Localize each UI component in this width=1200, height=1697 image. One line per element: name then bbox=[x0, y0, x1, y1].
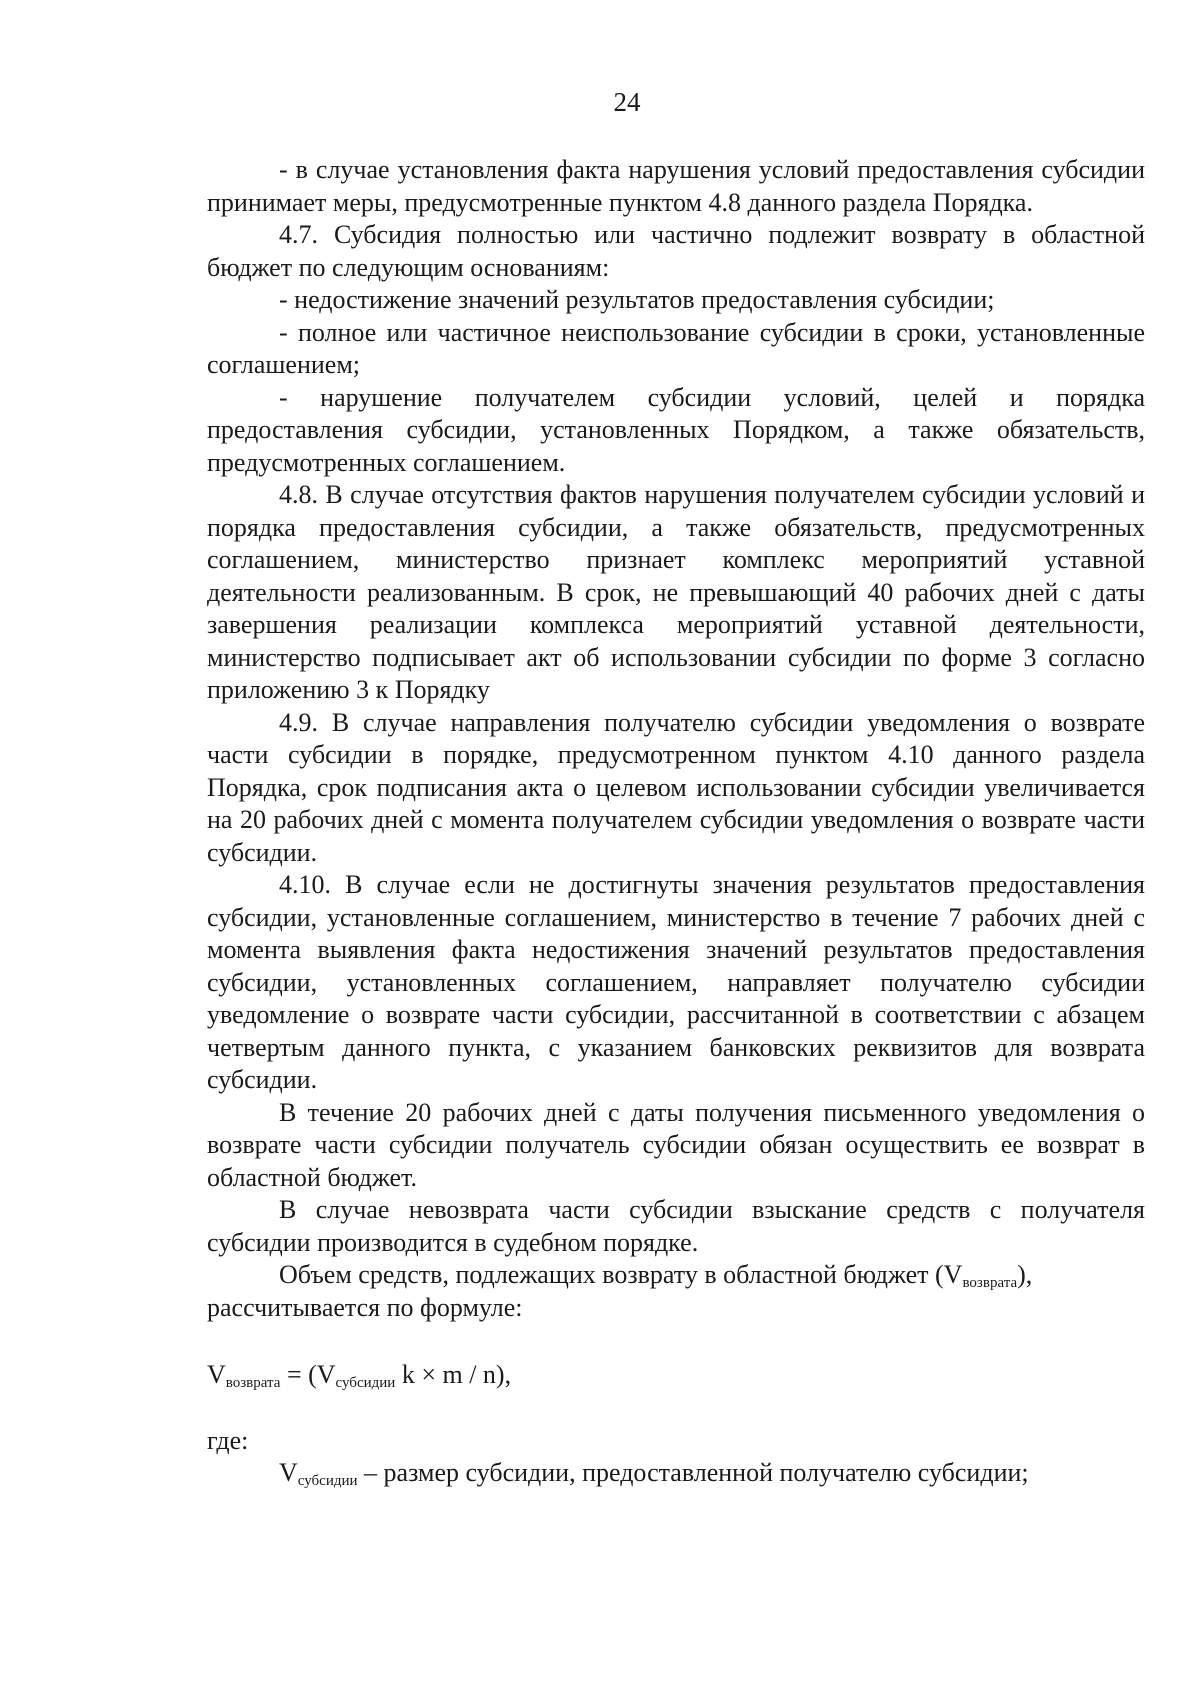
definition-v-subsidy bbox=[207, 1457, 1145, 1490]
paragraph-ground-2: - полное или частичное неиспользование субсидии в сроки, установленные соглашением; bbox=[207, 317, 1145, 379]
formula-v-subsidy-sub: субсидии bbox=[335, 1375, 396, 1391]
paragraph-4-10: 4.10. В случае если не достигнуты значения результатов предоставления субсидии, установленные соглашением, министерство в течение 7 рабочих дней с момента выявления факта недостижения значений результатов предоставления субсидии, установленных соглашением, направляет получателю субсидии уведомление о возврате части субсидии, рассчитанной в соответствии с абзацем четвертым данного пункта, с указанием банковских реквизитов для возврата субсидии. bbox=[207, 870, 1145, 1094]
definition-symbol: V bbox=[279, 1458, 298, 1487]
return-formula bbox=[207, 1359, 1145, 1392]
document-body bbox=[207, 154, 1145, 1490]
paragraph-4-9: 4.9. В случае направления получателю субсидии уведомления о возврате части субсидии в порядке, предусмотренном пунктом 4.10 данного раздела Порядка, срок подписания акта о целевом использовании субсидии увеличивается на 20 рабочих дней с момента получателем субсидии уведомления о возврате части субсидии. bbox=[207, 707, 1145, 867]
formula-v-return: V bbox=[207, 1360, 226, 1389]
return-volume-subscript: возврата bbox=[962, 1275, 1018, 1291]
return-volume-text: Объем средств, подлежащих возврату в областной бюджет (V bbox=[279, 1260, 963, 1289]
paragraph-ground-3: - нарушение получателем субсидии условий, целей и порядка предоставления субсидии, установленных Порядком, а также обязательств, предусмотренных соглашением. bbox=[207, 382, 1145, 477]
page-number: 24 bbox=[613, 87, 641, 117]
paragraph-4-8: 4.8. В случае отсутствия фактов нарушения получателем субсидии условий и порядка предоставления субсидии, а также обязательств, предусмотренных соглашением, министерство признает комплекс мероприятий уставной деятельности реализованным. В срок, не превышающий 40 рабочих дней с даты завершения реализации комплекса мероприятий уставной деятельности, министерство подписывает акт об использовании субсидии по форме 3 согласно приложению 3 к Порядку bbox=[207, 480, 1145, 704]
formula-equals: = (V bbox=[280, 1360, 336, 1389]
paragraph-non-return: В случае невозврата части субсидии взыскание средств с получателя субсидии производится в судебном порядке. bbox=[207, 1195, 1145, 1257]
formula-rest: k × m / n), bbox=[395, 1360, 512, 1389]
paragraph-return-deadline: В течение 20 рабочих дней с даты получения письменного уведомления о возврате части субсидии получатель субсидии обязан осуществить ее возврат в областной бюджет. bbox=[207, 1097, 1145, 1192]
paragraph-consequence-measures: - в случае установления факта нарушения условий предоставления субсидии принимает меры, предусмотренные пунктом 4.8 данного раздела Порядка. bbox=[207, 155, 1145, 217]
formula-v-return-sub: возврата bbox=[225, 1375, 281, 1391]
paragraph-4-7: 4.7. Субсидия полностью или частично подлежит возврату в областной бюджет по следующим основаниям: bbox=[207, 220, 1145, 282]
return-volume-close: ), bbox=[1017, 1260, 1033, 1289]
definition-text: – размер субсидии, предоставленной получателю субсидии; bbox=[357, 1458, 1029, 1487]
where-label: где: bbox=[207, 1425, 249, 1455]
return-volume-line2: рассчитывается по формуле: bbox=[207, 1292, 523, 1322]
definition-symbol-sub: субсидии bbox=[297, 1473, 358, 1489]
paragraph-return-volume bbox=[207, 1259, 1145, 1324]
paragraph-ground-1: - недостижение значений результатов предоставления субсидии; bbox=[279, 285, 995, 314]
